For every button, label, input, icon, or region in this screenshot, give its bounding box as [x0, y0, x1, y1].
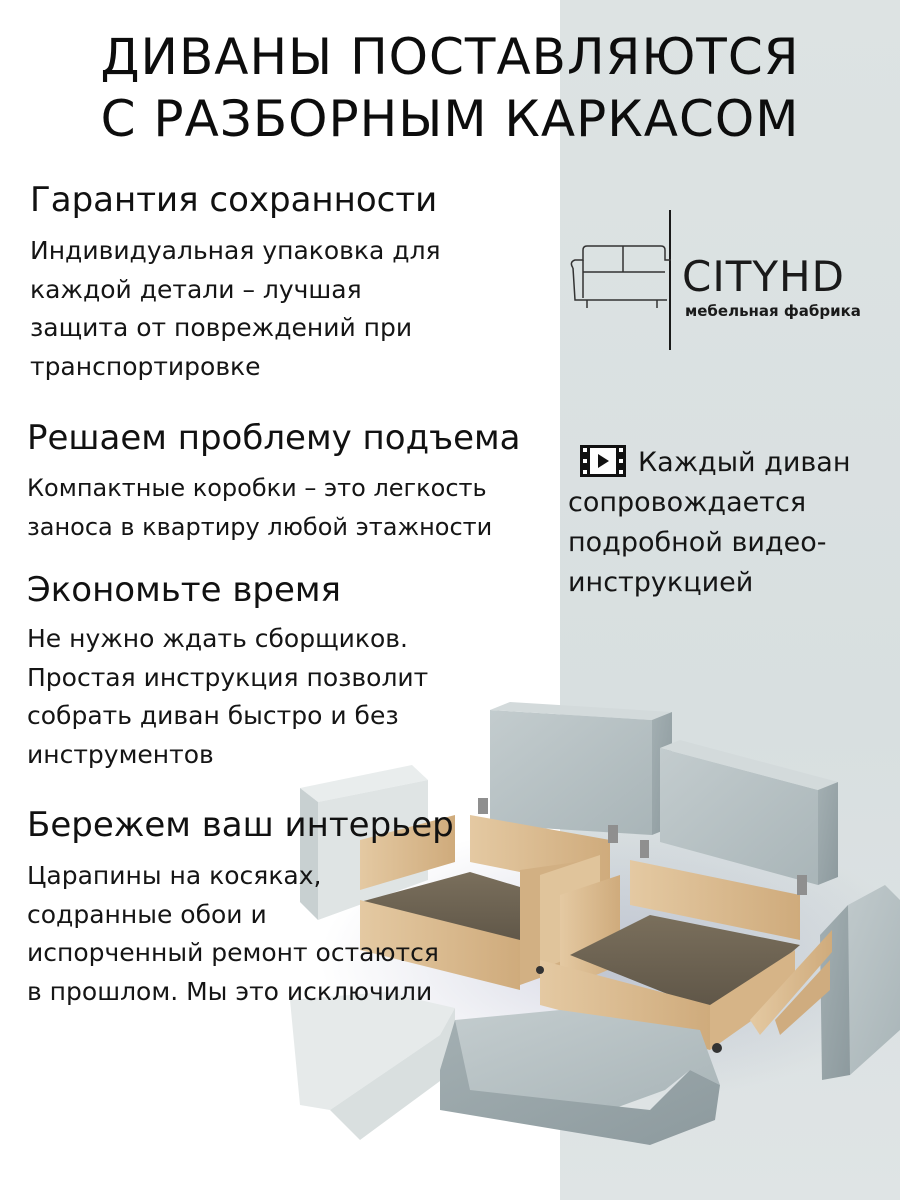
block-title-lifting: Решаем проблему подъема — [27, 418, 521, 458]
brand-name: CITYHD — [682, 252, 845, 301]
block-title-interior: Бережем ваш интерьер — [27, 805, 454, 845]
back-cushion-left — [490, 702, 672, 835]
brand-subtitle: мебельная фабрика — [685, 302, 861, 320]
text-line: инструментов — [27, 739, 214, 769]
text-line: каждой детали – лучшая — [30, 274, 362, 304]
video-note-line-3: подробной видео- — [568, 527, 827, 558]
text-line: транспортировке — [30, 351, 261, 381]
brand-logo — [565, 210, 885, 350]
video-note-line-2: сопровождается — [568, 487, 807, 518]
headline-line-2: С РАЗБОРНЫМ КАРКАСОМ — [100, 90, 800, 148]
video-note-line-4: инструкцией — [568, 567, 754, 598]
seat-cushion-left — [290, 992, 455, 1140]
text-line: заноса в квартиру любой этажности — [27, 512, 493, 541]
text-line: Не нужно ждать сборщиков. — [27, 624, 408, 653]
text-line: защита от повреждений при — [30, 313, 413, 342]
seat-cushion-right — [440, 1010, 720, 1145]
block-title-safety: Гарантия сохранности — [30, 180, 438, 220]
text-line: Компактные коробки – это легкость — [27, 474, 487, 502]
video-note-text-1: Каждый диван — [638, 447, 851, 478]
block-title-time: Экономьте время — [27, 570, 341, 610]
sofa-icon — [565, 210, 685, 350]
video-instruction-note — [568, 443, 898, 603]
page-headline — [0, 26, 900, 150]
film-icon — [580, 445, 626, 477]
block-text-lifting — [27, 469, 492, 546]
video-note-line-1 — [568, 443, 898, 483]
text-line: испорченный ремонт остаются — [27, 938, 439, 967]
block-text-interior — [27, 857, 439, 1011]
text-line: Индивидуальная упаковка для — [30, 236, 441, 265]
text-line: в прошлом. Мы это исключили — [27, 976, 433, 1006]
block-text-safety — [30, 232, 441, 386]
text-line: содранные обои и — [27, 899, 267, 929]
text-line: собрать диван быстро и без — [27, 701, 399, 730]
text-line: Царапины на косяках, — [27, 861, 322, 890]
text-line: Простая инструкция позволит — [27, 662, 429, 692]
headline-line-1: ДИВАНЫ ПОСТАВЛЯЮТСЯ — [100, 28, 800, 86]
